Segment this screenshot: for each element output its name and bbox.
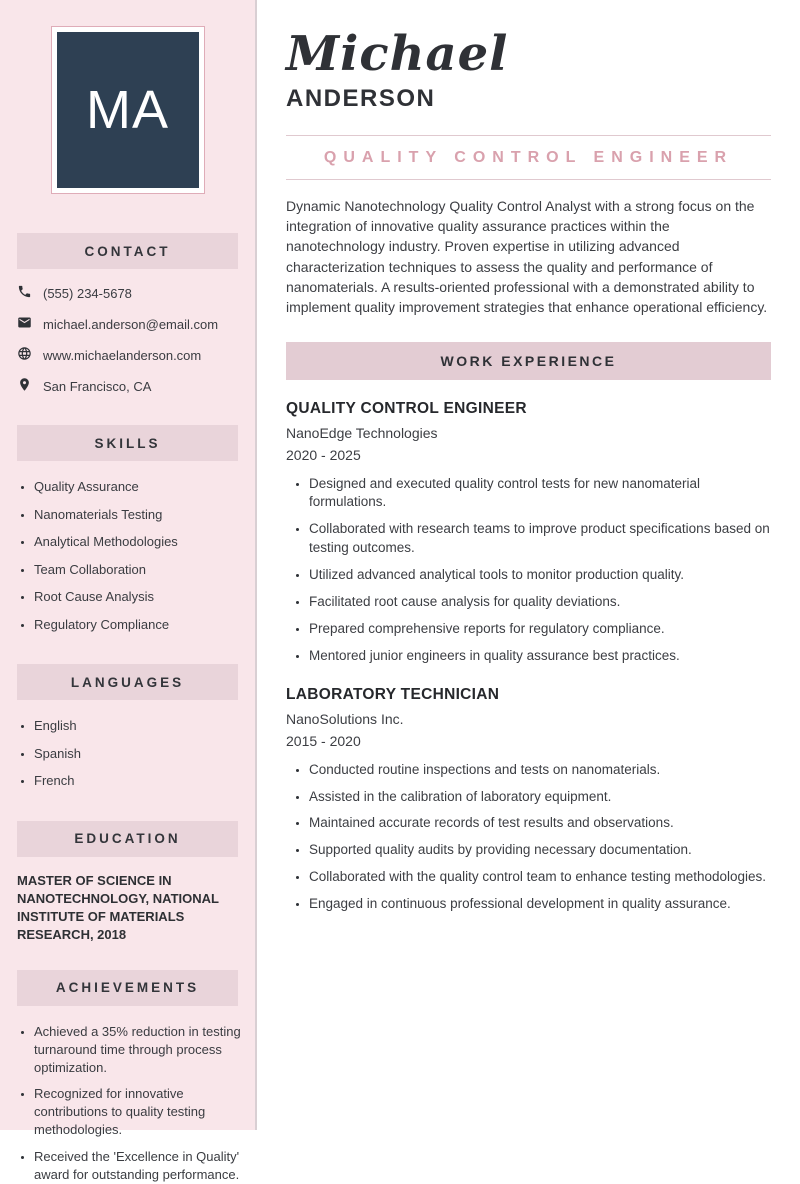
job-bullet: • Designed and executed quality control tests for new nanomaterial formulations. (309, 475, 771, 513)
languages-section (0, 664, 255, 790)
contact-section-header: CONTACT (17, 233, 238, 269)
contact-item-website (17, 346, 240, 364)
sidebar (0, 0, 257, 1183)
skill-item: • Analytical Methodologies (34, 533, 255, 551)
contact-item-email (17, 315, 240, 333)
job-bullet: • Engaged in continuous professional development in quality assurance. (309, 895, 771, 914)
skills-section-header: SKILLS (17, 425, 238, 461)
skill-item: • Root Cause Analysis (34, 588, 255, 606)
job-entry-1 (286, 400, 771, 666)
job-bullet: • Assisted in the calibration of laboratory equipment. (309, 788, 771, 807)
skill-item: • Team Collaboration (34, 561, 255, 579)
monogram-frame (51, 26, 205, 194)
skill-item: • Quality Assurance (34, 478, 255, 496)
achievements-section (0, 970, 255, 1184)
job-dates: 2020 - 2025 (286, 446, 361, 463)
job-bullet: • Mentored junior engineers in quality assurance best practices. (309, 647, 771, 666)
job-title: QUALITY CONTROL ENGINEER (286, 399, 527, 417)
last-name: ANDERSON (286, 84, 436, 112)
language-item: • French (34, 772, 255, 790)
achievement-item: • Achieved a 35% reduction in testing turnaround time through process optimization. (34, 1023, 255, 1077)
job-bullet-list (286, 475, 771, 666)
job-bullet: • Collaborated with the quality control team to enhance testing methodologies. (309, 868, 771, 887)
contact-email-text: michael.anderson@email.com (43, 316, 219, 332)
role-title: QUALITY CONTROL ENGINEER (323, 148, 734, 166)
location-pin-icon (17, 377, 32, 395)
job-bullet-list (286, 761, 771, 914)
skill-item: • Nanomaterials Testing (34, 506, 255, 524)
globe-icon (17, 346, 32, 364)
job-bullet: • Collaborated with research teams to improve product specifications based on testing outcomes. (309, 520, 771, 558)
phone-icon (17, 284, 32, 302)
job-entry-2 (286, 686, 771, 914)
education-section (0, 821, 255, 944)
job-company: NanoEdge Technologies (286, 424, 438, 441)
skills-section (0, 425, 255, 633)
job-bullet: • Prepared comprehensive reports for regulatory compliance. (309, 620, 771, 639)
job-title: LABORATORY TECHNICIAN (286, 685, 500, 703)
languages-section-header: LANGUAGES (17, 664, 238, 700)
first-name: Michael (286, 26, 509, 82)
achievement-item: • Received the 'Excellence in Quality' award for outstanding performance. (34, 1148, 255, 1184)
contact-website-text: www.michaelanderson.com (43, 347, 202, 363)
monogram-box (57, 32, 199, 188)
contact-phone-text: (555) 234-5678 (43, 285, 132, 301)
education-section-header: EDUCATION (17, 821, 238, 857)
contact-item-phone (17, 284, 240, 302)
monogram-initials: MA (86, 80, 169, 140)
achievements-section-header: ACHIEVEMENTS (17, 970, 238, 1006)
role-title-block (286, 135, 771, 180)
professional-summary: Dynamic Nanotechnology Quality Control Analyst with a strong focus on the integration of innovative quality assurance practices within the nanotechnology industry. Proven expertise in utilizing advanced characterization techniques to assess the quality and performance of nanomaterials. A results-oriented professional with a demonstrated ability to implement quality improvement strategies that enhance operational efficiency. (286, 197, 768, 316)
contact-location-text: San Francisco, CA (43, 378, 152, 394)
email-icon (17, 315, 32, 333)
achievements-list (0, 1023, 255, 1184)
education-degree-text: MASTER OF SCIENCE IN NANOTECHNOLOGY, NATIONAL INSTITUTE OF MATERIALS RESEARCH, 2018 (17, 872, 219, 942)
skill-item: • Regulatory Compliance (34, 616, 255, 634)
job-company: NanoSolutions Inc. (286, 710, 404, 727)
languages-list (0, 717, 255, 790)
work-experience-header: WORK EXPERIENCE (286, 342, 771, 380)
achievement-item: • Recognized for innovative contributions to quality testing methodologies. (34, 1085, 255, 1139)
skills-list (0, 478, 255, 633)
job-bullet: • Supported quality audits by providing necessary documentation. (309, 841, 771, 860)
job-bullet: • Facilitated root cause analysis for quality deviations. (309, 593, 771, 612)
main-column (259, 0, 800, 1130)
contact-item-location (17, 377, 240, 395)
job-dates: 2015 - 2020 (286, 732, 361, 749)
language-item: • Spanish (34, 745, 255, 763)
language-item: • English (34, 717, 255, 735)
job-bullet: • Utilized advanced analytical tools to monitor production quality. (309, 566, 771, 585)
job-bullet: • Maintained accurate records of test results and observations. (309, 814, 771, 833)
contact-list (0, 284, 255, 395)
contact-section (0, 233, 255, 395)
job-bullet: • Conducted routine inspections and tests on nanomaterials. (309, 761, 771, 780)
